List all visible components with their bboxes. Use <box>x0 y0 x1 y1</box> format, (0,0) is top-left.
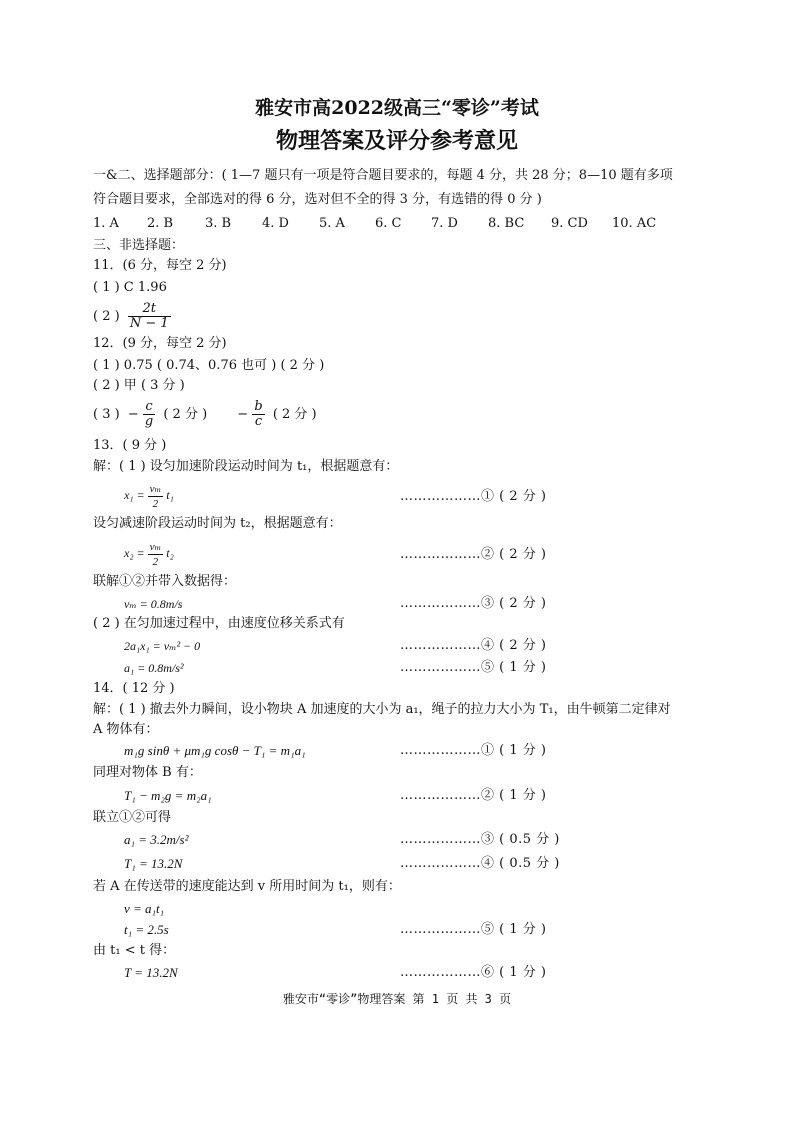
eq-fraction <box>148 482 164 511</box>
q12-part3-fraction2 <box>252 400 264 429</box>
q12-part3-score2: ( 2 分 ) <box>272 407 317 422</box>
mc-answer: 3. B <box>205 216 232 231</box>
q14-eq2: T₁ − m₂g = m₂a₁ <box>124 788 212 803</box>
q12-part3 <box>93 398 317 432</box>
minus-sign: − <box>127 407 139 422</box>
exam-title: 雅安市高2022级高三“零诊”考试 <box>255 97 539 119</box>
q14-title: 14．( 12 分 ) <box>93 681 175 696</box>
q13-line4: ( 2 ) 在匀加速过程中，由速度位移关系式有 <box>93 616 345 631</box>
fraction-denominator: c <box>254 414 263 429</box>
q14-eq1: m₁g sinθ + μm₁g cosθ − T₁ = m₁a₁ <box>124 743 306 758</box>
q14-eq6: t₁ = 2.5s <box>124 922 169 937</box>
q14-eq7-score: ………………⑥ ( 1 分 ) <box>400 965 547 980</box>
eq-left: x₂ = <box>124 546 145 560</box>
q13-eq1-score: ………………① ( 2 分 ) <box>400 489 547 504</box>
section1-instruction-line1: 一&二、选择题部分：( 1—7 题只有一项是符合题目要求的，每题 4 分，共 28 分；8—10 题有多项 <box>93 168 673 183</box>
q14-line5: 若 A 在传送带的速度能达到 v 所用时间为 t₁，则有： <box>93 879 401 894</box>
eq-right: t₂ <box>166 546 174 560</box>
page-footer: 雅安市“零诊”物理答案 第 1 页 共 3 页 <box>282 992 512 1006</box>
mc-answer: 4. D <box>262 216 289 231</box>
q11-part2-fraction <box>128 302 171 331</box>
q13-eq5-score: ………………⑤ ( 1 分 ) <box>400 660 547 675</box>
q13-eq3: vₘ = 0.8m/s <box>124 597 183 611</box>
q14-line6: 由 t₁ < t 得： <box>93 943 176 958</box>
q13-line3: 联解①②并带入数据得： <box>93 574 237 589</box>
mc-answer: 6. C <box>375 216 402 231</box>
q13-eq1 <box>124 480 174 510</box>
q11-title: 11．(6 分，每空 2 分) <box>93 258 227 273</box>
answer-title: 物理答案及评分参考意见 <box>275 129 518 154</box>
q14-eq4-score: ………………④ ( 0.5 分 ) <box>400 856 560 871</box>
mc-answer: 10. AC <box>612 216 657 231</box>
fraction-numerator: vₘ <box>149 540 162 553</box>
q13-line2: 设匀减速阶段运动时间为 t₂，根据题意有： <box>93 516 342 531</box>
q12-title: 12．(9 分，每空 2 分) <box>93 336 227 351</box>
fraction-numerator: c <box>143 400 155 415</box>
q12-part2: ( 2 ) 甲 ( 3 分 ) <box>93 378 185 393</box>
q14-eq4: T₁ = 13.2N <box>124 856 183 871</box>
section1-instruction-line2: 符合题目要求，全部选对的得 6 分，选对但不全的得 3 分，有选错的得 0 分 ) <box>93 192 542 207</box>
fraction-numerator: 2t <box>128 302 171 317</box>
fraction-denominator: N − 1 <box>129 316 169 331</box>
minus-sign: − <box>237 407 249 422</box>
q14-line1: 解：( 1 ) 撤去外力瞬间，设小物块 A 加速度的大小为 a₁，绳子的拉力大小为 T₁，由牛顿第二定律对 <box>93 702 671 717</box>
q12-part1: ( 1 ) 0.75 ( 0.74、0.76 也可 ) ( 2 分 ) <box>93 358 325 373</box>
q14-eq5: v = a₁t₁ <box>124 901 165 916</box>
mc-answer: 8. BC <box>488 216 525 231</box>
eq-right: t₁ <box>166 488 174 502</box>
q13-eq2 <box>124 538 174 568</box>
fraction-numerator: b <box>254 399 263 414</box>
fraction-denominator: 2 <box>152 555 159 568</box>
eq-fraction <box>148 540 164 569</box>
q14-eq6-score: ………………⑤ ( 1 分 ) <box>400 922 547 937</box>
section2-title: 三、非选择题： <box>93 238 185 253</box>
mc-answer: 5. A <box>319 216 345 231</box>
q14-line2: A 物体有： <box>93 722 159 737</box>
q11-part1: ( 1 ) C 1.96 <box>93 280 167 295</box>
mc-answer: 9. CD <box>551 216 588 231</box>
fraction-denominator: g <box>144 414 154 429</box>
fraction-numerator: vₘ <box>149 482 162 495</box>
q11-part2 <box>93 300 171 334</box>
q13-eq4: 2a₁x₁ = vₘ² − 0 <box>124 639 201 653</box>
q14-eq3-score: ………………③ ( 0.5 分 ) <box>400 832 560 847</box>
q13-eq4-score: ………………④ ( 2 分 ) <box>400 638 547 653</box>
mc-answers <box>93 216 713 232</box>
eq-left: x₁ = <box>124 488 145 502</box>
q13-eq5: a₁ = 0.8m/s² <box>124 661 184 675</box>
q13-line1: 解：( 1 ) 设匀加速阶段运动时间为 t₁，根据题意有： <box>93 459 399 474</box>
mc-answer: 1. A <box>93 216 119 231</box>
q13-eq3-score: ………………③ ( 2 分 ) <box>400 596 547 611</box>
q12-part3-score1: ( 2 分 ) <box>163 407 208 422</box>
mc-answer: 2. B <box>147 216 174 231</box>
q14-eq1-score: ………………① ( 1 分 ) <box>400 743 547 758</box>
fraction-denominator: 2 <box>152 497 159 510</box>
q14-line4: 联立①②可得 <box>93 810 172 825</box>
q14-line3: 同理对物体 B 有： <box>93 765 202 780</box>
q11-part2-label: ( 2 ) <box>93 309 120 324</box>
mc-answer: 7. D <box>431 216 458 231</box>
q14-eq2-score: ………………② ( 1 分 ) <box>400 788 547 803</box>
q12-part3-label: ( 3 ) <box>93 407 120 422</box>
q13-title: 13．( 9 分 ) <box>93 438 167 453</box>
q13-eq2-score: ………………② ( 2 分 ) <box>400 547 547 562</box>
q14-eq3: a₁ = 3.2m/s² <box>124 832 189 847</box>
q12-part3-fraction1 <box>143 400 155 429</box>
q14-eq7: T = 13.2N <box>124 965 178 980</box>
